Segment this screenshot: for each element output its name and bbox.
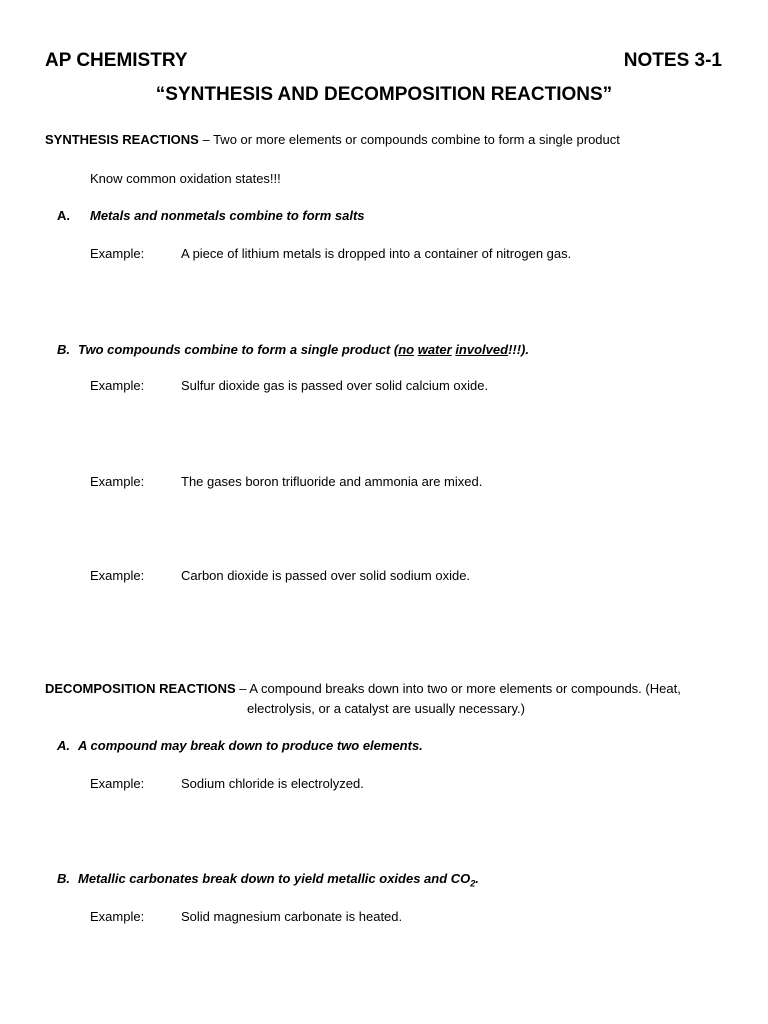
example-label: Example:	[90, 909, 145, 924]
synthesis-b-title-water: water	[417, 342, 452, 357]
example-text: Sulfur dioxide gas is passed over solid calcium oxide.	[181, 378, 489, 393]
decomposition-definition: – A compound breaks down into two or more elements or compounds. (Heat,	[235, 681, 681, 696]
synthesis-b-title	[78, 342, 529, 358]
example-label: Example:	[90, 776, 145, 791]
synthesis-b-marker: B.	[57, 342, 70, 357]
example-text: A piece of lithium metals is dropped into a container of nitrogen gas.	[181, 246, 572, 261]
decomposition-b-title	[78, 871, 479, 892]
decomposition-definition-cont: electrolysis, or a catalyst are usually necessary.)	[247, 701, 525, 716]
synthesis-b-title-post: !!!).	[508, 342, 529, 357]
decomposition-b-marker: B.	[57, 871, 70, 886]
synthesis-definition: – Two or more elements or compounds combine to form a single product	[198, 132, 620, 147]
example-label: Example:	[90, 246, 145, 261]
synthesis-b-title-pre: Two compounds combine to form a single product (	[78, 342, 399, 357]
example-label: Example:	[90, 474, 145, 489]
synthesis-heading: SYNTHESIS REACTIONS	[45, 132, 199, 147]
decomposition-definition-line	[45, 681, 681, 697]
example-label: Example:	[90, 378, 145, 393]
synthesis-b-title-no: no	[398, 342, 415, 357]
example-text: Solid magnesium carbonate is heated.	[181, 909, 403, 924]
decomposition-b-title-post: .	[475, 871, 479, 886]
decomposition-b-title-sub: 2	[470, 878, 476, 889]
example-label: Example:	[90, 568, 145, 583]
oxidation-note: Know common oxidation states!!!	[90, 171, 281, 186]
example-text: Sodium chloride is electrolyzed.	[181, 776, 364, 791]
synthesis-a-marker: A.	[57, 208, 70, 223]
decomposition-a-title: A compound may break down to produce two elements.	[78, 738, 423, 753]
decomposition-heading: DECOMPOSITION REACTIONS	[45, 681, 236, 696]
synthesis-a-title: Metals and nonmetals combine to form salts	[90, 208, 365, 223]
page-title: “SYNTHESIS AND DECOMPOSITION REACTIONS”	[155, 84, 613, 105]
example-text: Carbon dioxide is passed over solid sodium oxide.	[181, 568, 471, 583]
notes-number: NOTES 3-1	[623, 50, 722, 71]
course-title: AP CHEMISTRY	[45, 50, 188, 71]
synthesis-definition-line	[45, 132, 620, 148]
synthesis-b-title-involved: involved	[455, 342, 509, 357]
decomposition-a-marker: A.	[57, 738, 70, 753]
example-text: The gases boron trifluoride and ammonia are mixed.	[181, 474, 483, 489]
decomposition-b-title-pre: Metallic carbonates break down to yield metallic oxides and CO	[78, 871, 471, 886]
